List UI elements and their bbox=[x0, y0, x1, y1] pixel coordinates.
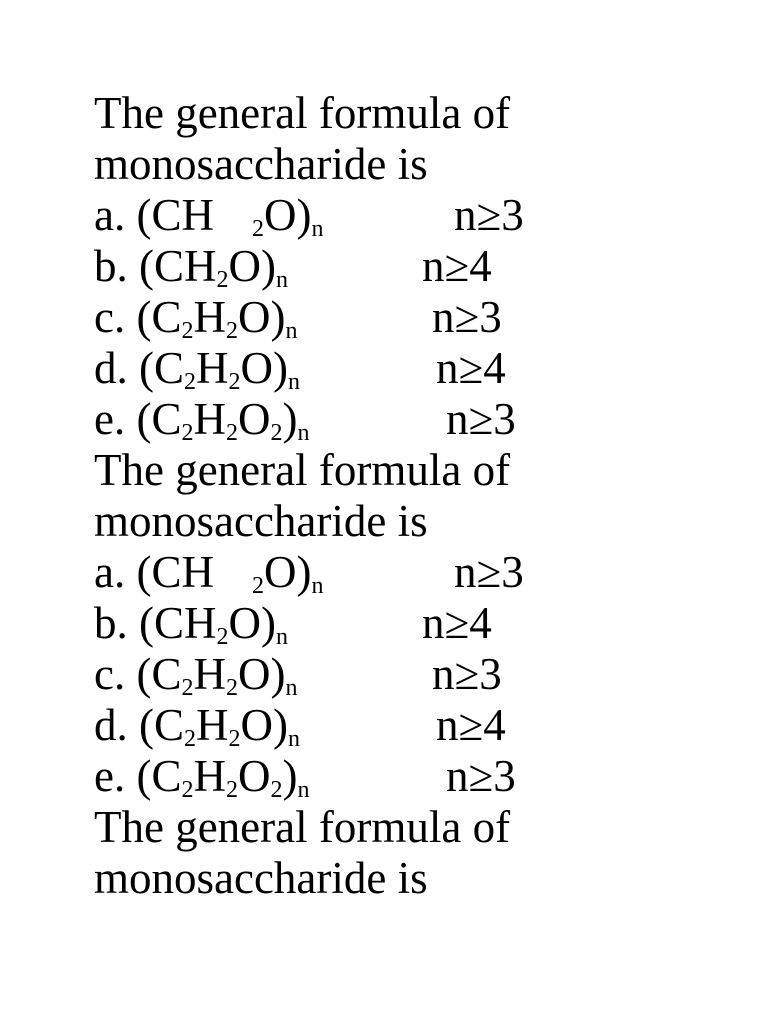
option-d: d. $(C_2H_2O)_n$ n≥4 bbox=[94, 700, 506, 752]
option-condition: n≥4 bbox=[436, 343, 506, 393]
option-condition: n≥3 bbox=[454, 190, 524, 240]
option-condition: n≥4 bbox=[436, 700, 506, 750]
option-condition: n≥3 bbox=[446, 751, 516, 801]
option-condition: n≥3 bbox=[454, 547, 524, 597]
question-line: monosaccharide is bbox=[94, 139, 428, 189]
question-line: monosaccharide is bbox=[94, 496, 428, 546]
option-b: b. $(CH_2O)_n$ n≥4 bbox=[94, 241, 492, 293]
document-page bbox=[94, 88, 734, 904]
option-a: a. (CH $_2O)_n$ n≥3 bbox=[94, 190, 524, 242]
question-line: The general formula of bbox=[94, 88, 511, 138]
question-line: The general formula of bbox=[94, 445, 511, 495]
option-condition: n≥3 bbox=[432, 649, 502, 699]
option-a: a. (CH $_2O)_n$ n≥3 bbox=[94, 547, 524, 599]
option-c: c. $(C_2H_2O)_n$ n≥3 bbox=[94, 649, 502, 701]
option-d: d. $(C_2H_2O)_n$ n≥4 bbox=[94, 343, 506, 395]
option-e: e. $(C_2H_2O_2)_n$ n≥3 bbox=[94, 394, 516, 446]
option-e: e. $(C_2H_2O_2)_n$ n≥3 bbox=[94, 751, 516, 803]
option-condition: n≥3 bbox=[432, 292, 502, 342]
option-b: b. $(CH_2O)_n$ n≥4 bbox=[94, 598, 492, 650]
question-line: monosaccharide is bbox=[94, 853, 428, 903]
option-condition: n≥4 bbox=[422, 241, 492, 291]
option-c: c. $(C_2H_2O)_n$ n≥3 bbox=[94, 292, 502, 344]
option-condition: n≥4 bbox=[422, 598, 492, 648]
question-line: The general formula of bbox=[94, 802, 511, 852]
option-condition: n≥3 bbox=[446, 394, 516, 444]
